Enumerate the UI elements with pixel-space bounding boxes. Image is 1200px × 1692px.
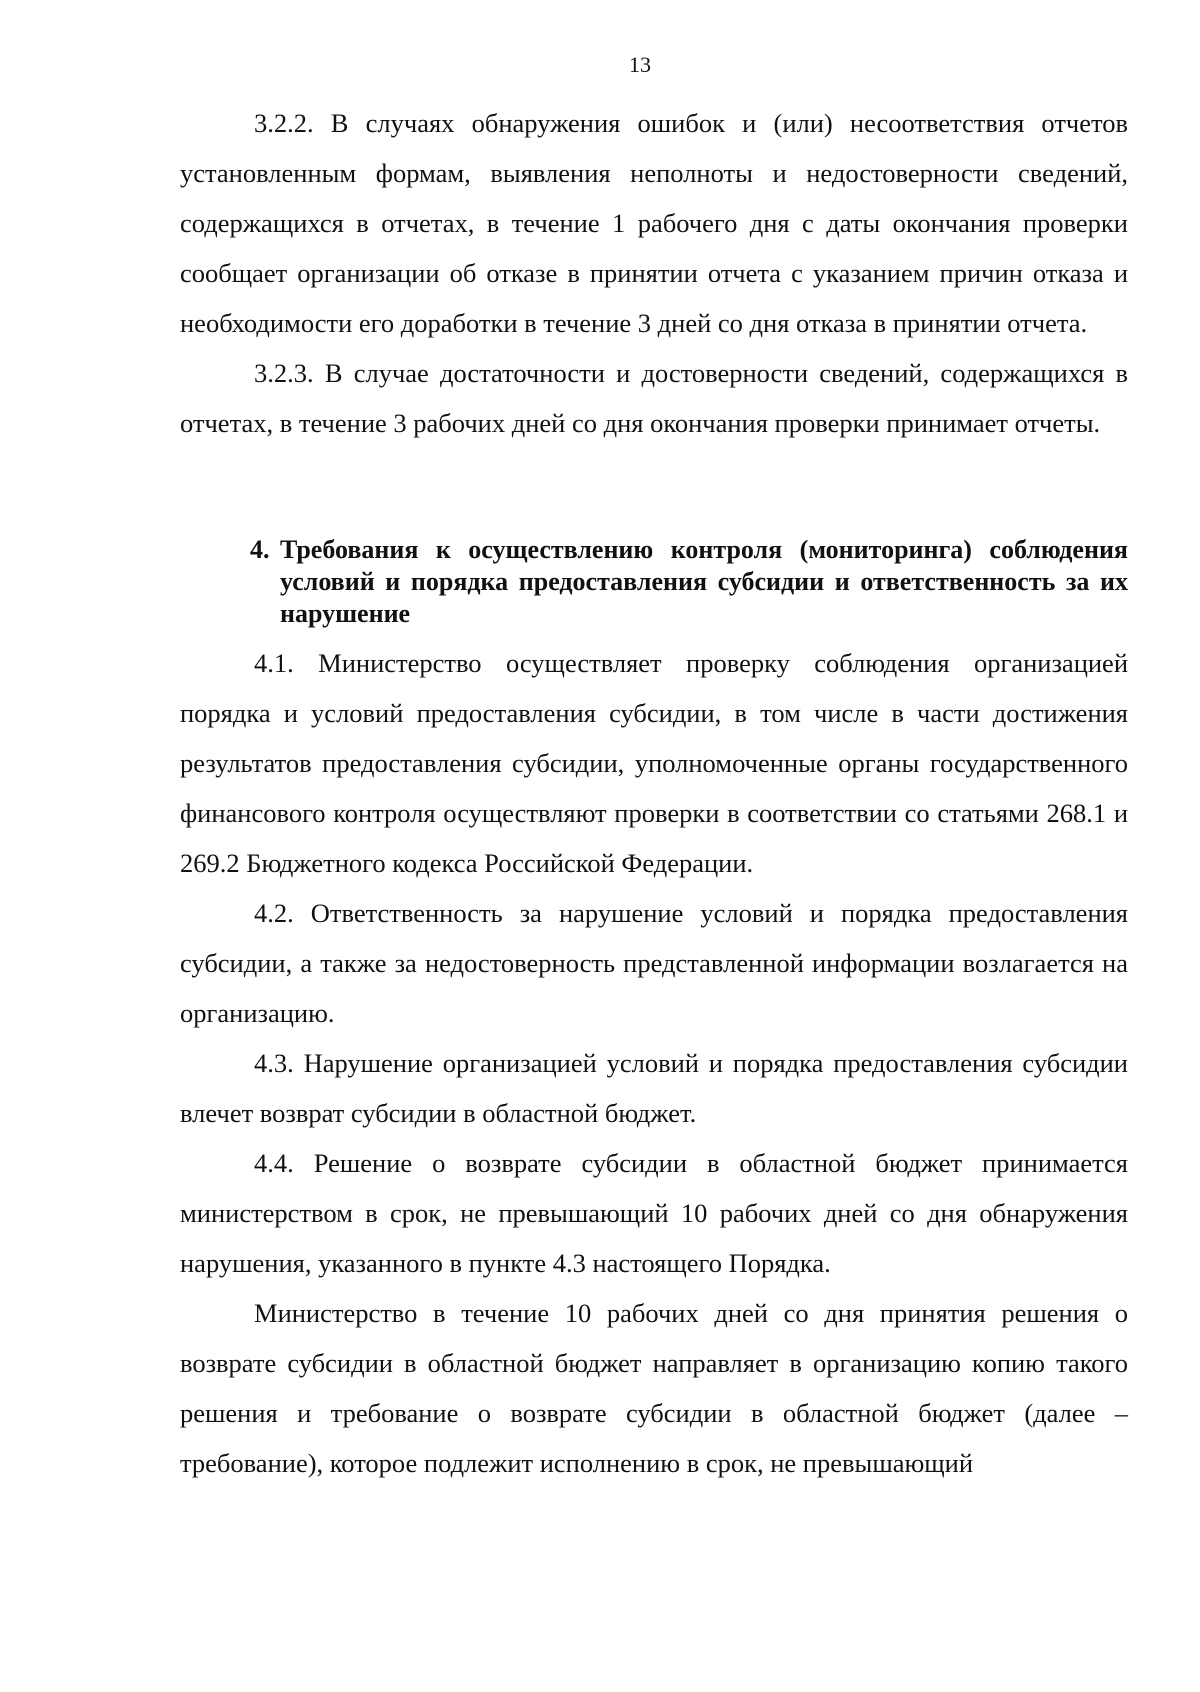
section-heading-number: 4.: [250, 535, 270, 564]
section-heading: [250, 534, 1128, 630]
text-block-bottom: [180, 638, 1128, 1488]
paragraph-3-2-2: 3.2.2. В случаях обнаружения ошибок и (или) несоответствия отчетов установленным формам, выявления неполноты и недостоверности сведений, содержащихся в отчетах, в течение 1 рабочего дня с даты окончания проверки сообщает организации об отказе в принятии отчета с указанием причин отказа и необходимости его доработки в течение 3 дней со дня отказа в принятии отчета.: [180, 108, 1128, 338]
paragraph-3-2-3: 3.2.3. В случае достаточности и достоверности сведений, содержащихся в отчетах, в течение 3 рабочих дней со дня окончания проверки принимает отчеты.: [180, 358, 1128, 438]
text-block-top: [180, 98, 1128, 448]
paragraph-4-1: 4.1. Министерство осуществляет проверку соблюдения организацией порядка и условий предоставления субсидии, в том числе в части достижения результатов предоставления субсидии, уполномоченные органы государственного финансового контроля осуществляют проверки в соответствии со статьями 268.1 и 269.2 Бюджетного кодекса Российской Федерации.: [180, 648, 1128, 878]
section-heading-text: Требования к осуществлению контроля (мониторинга) соблюдения условий и порядка предоставления субсидии и ответственность за их нарушение: [280, 535, 1128, 628]
paragraph-4-4: 4.4. Решение о возврате субсидии в областной бюджет принимается министерством в срок, не превышающий 10 рабочих дней со дня обнаружения нарушения, указанного в пункте 4.3 настоящего Порядка.: [180, 1148, 1128, 1278]
paragraph-4-2: 4.2. Ответственность за нарушение условий и порядка предоставления субсидии, а также за недостоверность представленной информации возлагается на организацию.: [180, 898, 1128, 1028]
paragraph-4-3: 4.3. Нарушение организацией условий и порядка предоставления субсидии влечет возврат субсидии в областной бюджет.: [180, 1048, 1128, 1128]
page-number: 13: [629, 52, 651, 77]
paragraph-ministry: Министерство в течение 10 рабочих дней со дня принятия решения о возврате субсидии в областной бюджет направляет в организацию копию такого решения и требование о возврате субсидии в областной бюджет (далее – требование), которое подлежит исполнению в срок, не превышающий: [180, 1298, 1128, 1478]
